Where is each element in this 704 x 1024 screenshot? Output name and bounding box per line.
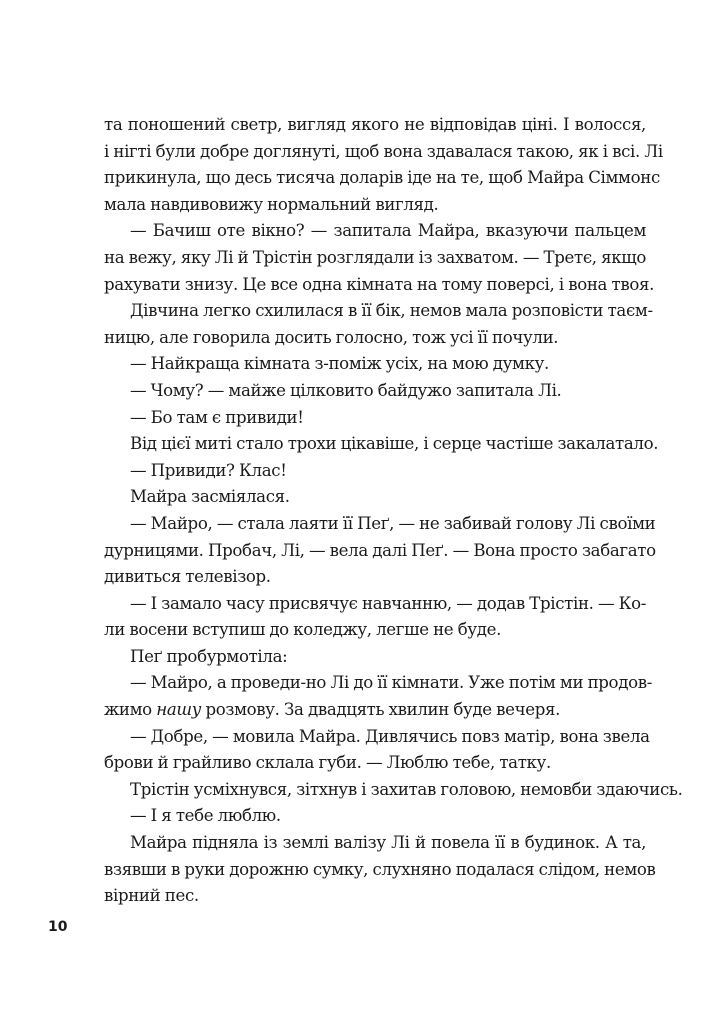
text-line: і нігті були добре доглянуті, щоб вона здавалася такою, як і всі. Лі <box>104 141 663 161</box>
text-line: дурницями. Пробач, Лі, — вела далі Пеґ. — Вона просто забагато <box>104 540 656 560</box>
text-line: — І я тебе люблю. <box>130 806 281 826</box>
text-line: — І замало часу присвячує навчанню, — додав Трістін. — Ко- <box>130 593 647 613</box>
text-line: дивиться телевізор. <box>104 567 271 587</box>
page-body-text <box>104 112 683 910</box>
text-line: Майра підняла із землі валізу Лі й повела її в будинок. А та, <box>130 833 646 853</box>
text-line: на вежу, яку Лі й Трістін розглядали із захватом. — Третє, якщо <box>104 247 646 267</box>
text-line: та поношений светр, вигляд якого не відповідав ціні. І волосся, <box>104 115 646 134</box>
text-line: Від цієї миті стало трохи цікавіше, і серце частіше закалатало. <box>130 434 659 454</box>
text-line: жимо нашу розмову. За двадцять хвилин буде вечеря. <box>104 700 561 720</box>
text-line: — Бо там є привиди! <box>130 407 304 427</box>
text-line: — Найкраща кімната з-поміж усіх, на мою думку. <box>130 354 549 374</box>
text-line: Трістін усміхнувся, зітхнув і захитав головою, немовби здаючись. <box>130 779 683 799</box>
text-line: — Привиди? Клас! <box>130 460 287 480</box>
text-line: брови й грайливо склала губи. — Люблю тебе, татку. <box>104 753 551 773</box>
text-line: ницю, але говорила досить голосно, тож усі її почули. <box>104 327 559 347</box>
text-line: Пеґ пробурмотіла: <box>130 646 288 666</box>
text-line: — Бачиш оте вікно? — запитала Майра, вказуючи пальцем <box>130 221 646 241</box>
text-line: — Майро, — стала лаяти її Пеґ, — не забивай голову Лі своїми <box>130 513 656 533</box>
text-line: — Добре, — мовила Майра. Дивлячись повз матір, вона звела <box>130 726 650 746</box>
text-line: — Майро, а проведи-но Лі до її кімнати. Уже потім ми продов- <box>130 673 652 693</box>
page-number: 10 <box>48 919 68 935</box>
text-line: рахувати знизу. Це все одна кімната на тому поверсі, і вона твоя. <box>104 274 655 294</box>
text-line: вірний пес. <box>104 886 199 906</box>
text-line: взявши в руки дорожню сумку, слухняно подалася слідом, немов <box>104 859 656 879</box>
text-line: прикинула, що десь тисяча доларів іде на те, щоб Майра Сіммонс <box>104 168 660 188</box>
text-line: Майра засміялася. <box>130 487 290 507</box>
emphasis-word: нашу <box>156 700 202 720</box>
text-line: — Чому? — майже цілковито байдужо запитала Лі. <box>130 380 562 400</box>
text-line: Дівчина легко схилилася в її бік, немов мала розповісти таєм- <box>130 301 653 321</box>
text-line: ли восени вступиш до коледжу, легше не буде. <box>104 620 502 640</box>
text-line: мала навдивовижу нормальний вигляд. <box>104 194 439 214</box>
